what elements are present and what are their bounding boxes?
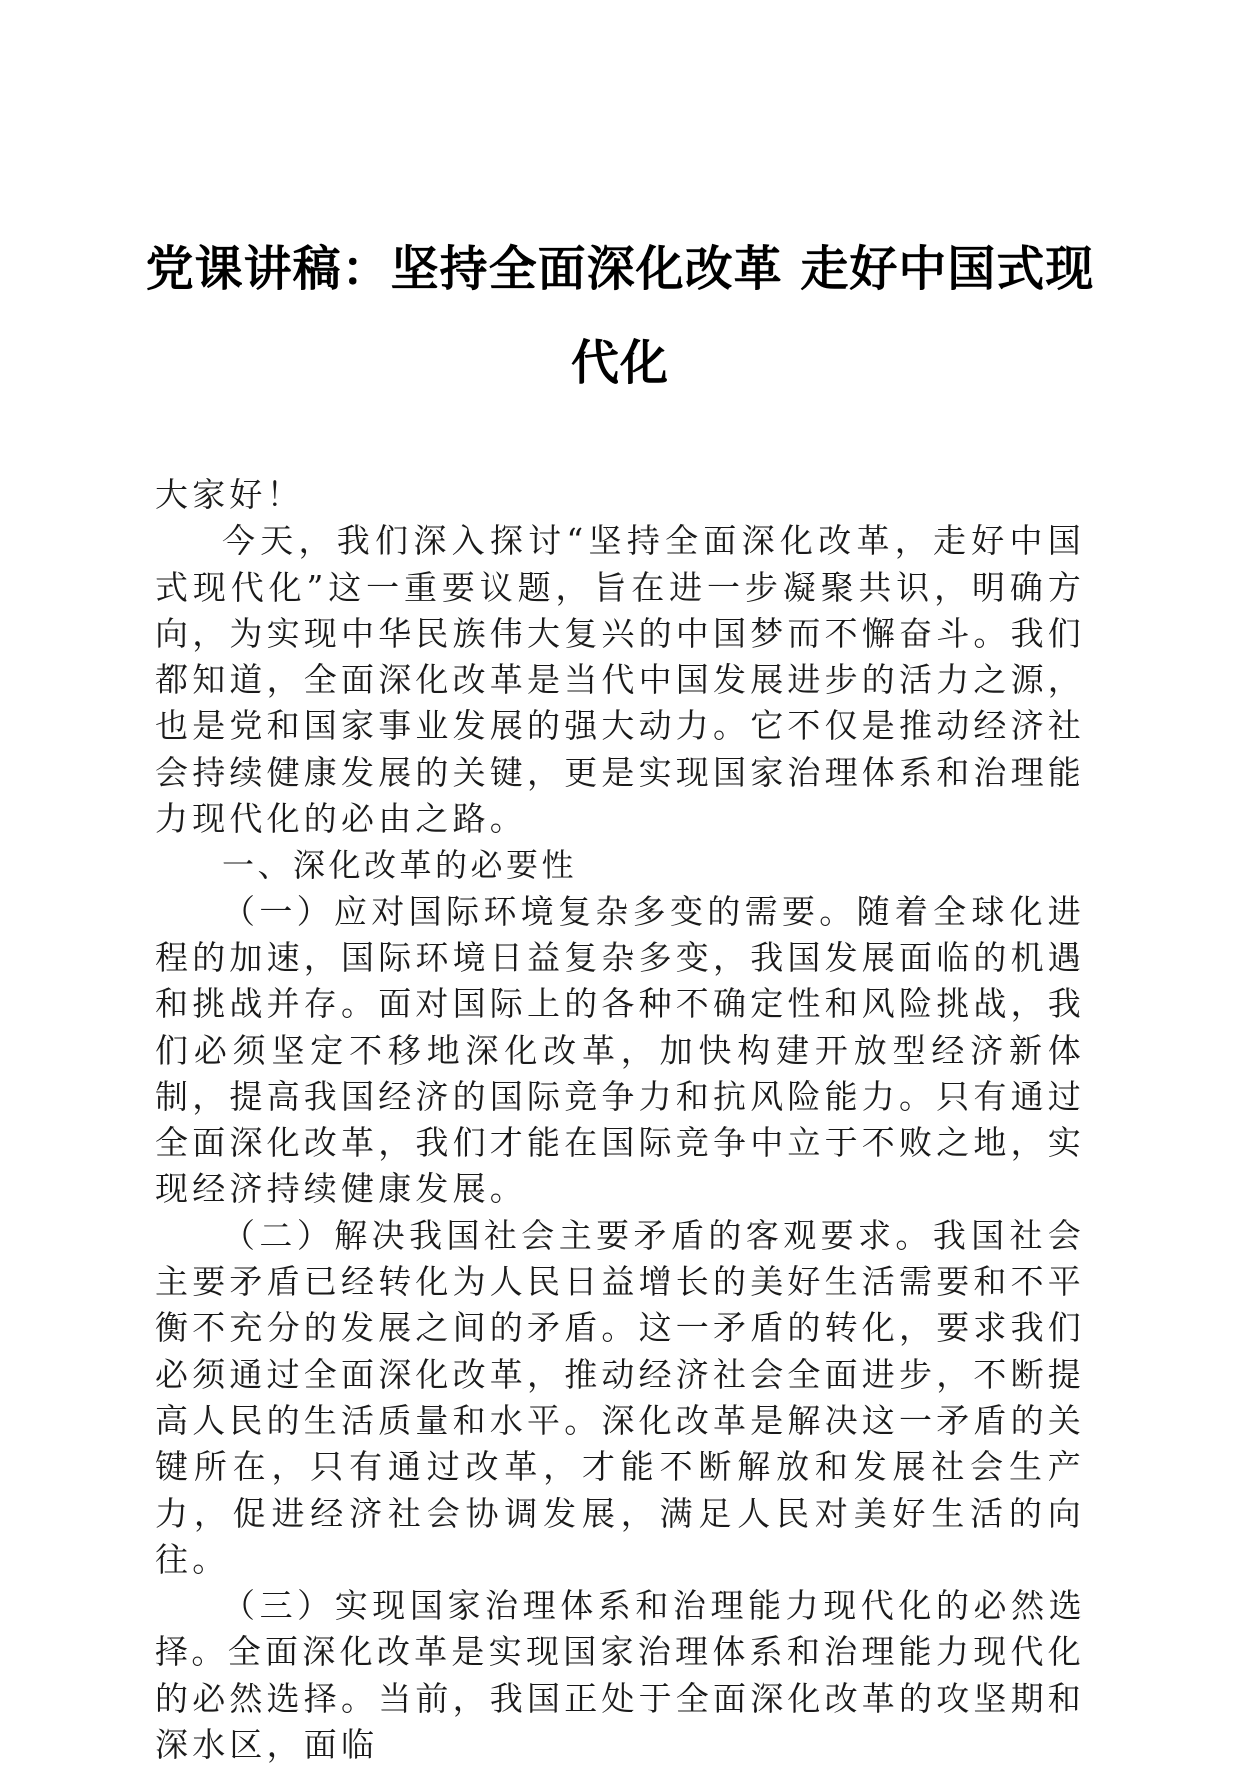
subsection-paragraph [155,889,1085,1213]
subsection-text: 全面深化改革是实现国家治理体系和治理能力现代化的必然选择。当前，我国正处于全面深化改革的攻坚期和深水区，面临 [155,1632,1085,1765]
subsection-paragraph [155,1583,1085,1768]
subsection-title: （三）实现国家治理体系和治理能力现代化的必然选择。 [155,1586,1085,1672]
subsection-text: 随着全球化进程的加速，国际环境日益复杂多变，我国发展面临的机遇和挑战并存。面对国际上的各种不确定性和风险挑战，我们必须坚定不移地深化改革，加快构建开放型经济新体制，提高我国经济的国际竞争力和抗风险能力。只有通过全面深化改革，我们才能在国际竞争中立于不败之地，实现经济持续健康发展。 [155,891,1085,1209]
subsection-text: 我国社会主要矛盾已经转化为人民日益增长的美好生活需要和不平衡不充分的发展之间的矛盾。这一矛盾的转化，要求我们必须通过全面深化改革，推动经济社会全面进步，不断提高人民的生活质量和水平。深化改革是解决这一矛盾的关键所在，只有通过改革，才能不断解放和发展社会生产力，促进经济社会协调发展，满足人民对美好生活的向往。 [155,1215,1085,1579]
document-body [155,472,1085,1768]
subsection-paragraph [155,1213,1085,1583]
greeting: 大家好！ [155,475,304,514]
page-title: 党课讲稿：坚持全面深化改革 走好中国式现代化 [145,241,1095,391]
subsection-title: （一）应对国际环境复杂多变的需要。 [222,891,857,931]
subsection-title: （二）解决我国社会主要矛盾的客观要求。 [222,1215,933,1255]
section-heading: 一、深化改革的必要性 [222,846,578,885]
intro-paragraph: 今天，我们深入探讨“坚持全面深化改革，走好中国式现代化”这一重要议题，旨在进一步凝聚共识，明确方向，为实现中华民族伟大复兴的中国梦而不懈奋斗。我们都知道，全面深化改革是当代中国发展进步的活力之源，也是党和国家事业发展的强大动力。它不仅是推动经济社会持续健康发展的关键，更是实现国家治理体系和治理能力现代化的必由之路。 [155,521,1085,839]
